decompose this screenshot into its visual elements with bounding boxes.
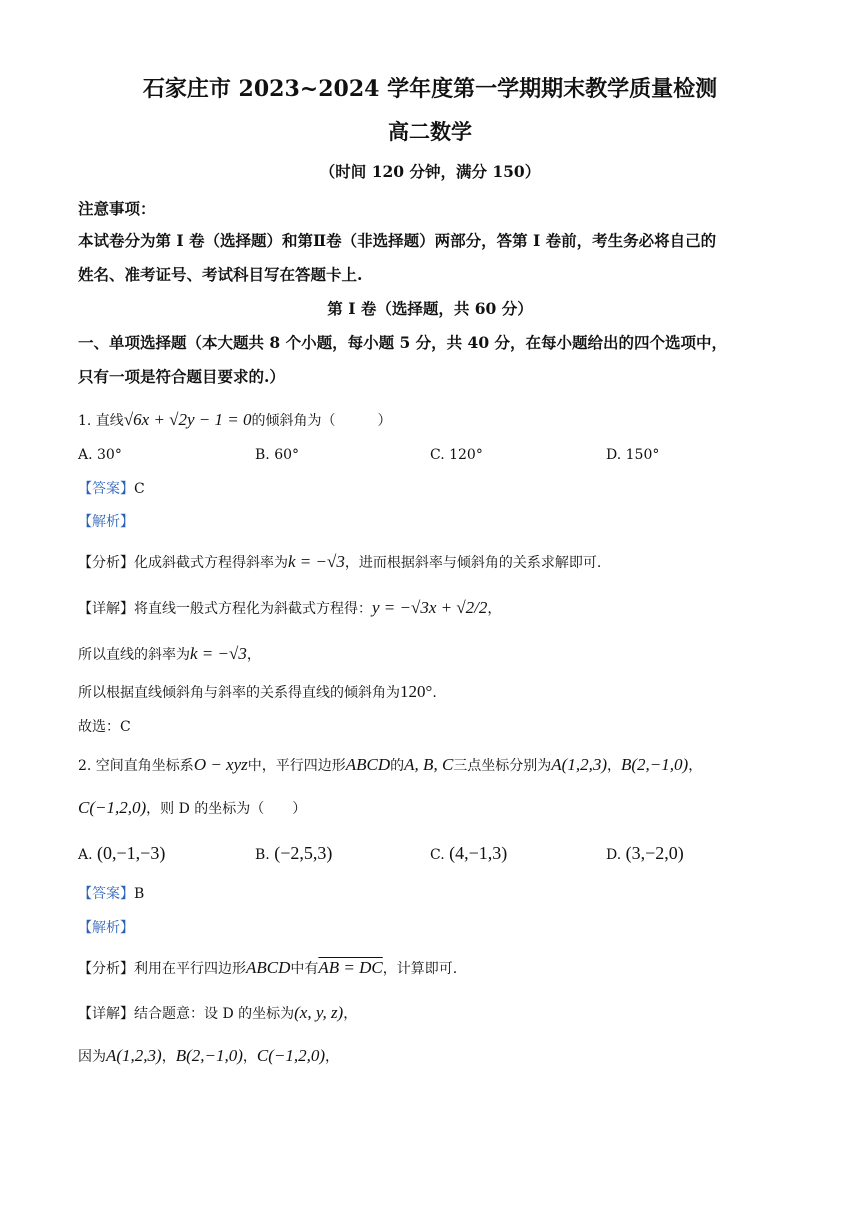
q2-text-question: ，则 D 的坐标为（ ）	[146, 801, 307, 817]
q1-fenxi-text-b: ，进而根据斜率与倾斜角的关系求解即可.	[344, 555, 602, 571]
q2-text-d: 三点坐标分别为	[453, 758, 552, 774]
q1-fenxi-math: k = −√3	[288, 552, 345, 571]
q2-text-e: ，	[607, 758, 621, 774]
answer-tag: 【答案】	[78, 886, 134, 902]
q1-detail	[78, 598, 501, 619]
detail-tag: 【详解】	[78, 601, 134, 617]
q1-prefix: 1. 直线	[78, 413, 124, 429]
section-heading-line-2: 只有一项是符合题目要求的.）	[78, 367, 285, 386]
q1-angle-punct: .	[432, 685, 437, 701]
q2-option-d	[606, 843, 684, 865]
q2-text-a: 2. 空间直角坐标系	[78, 758, 194, 774]
q2-given-text-a: 因为	[78, 1049, 106, 1065]
q1-detail-math: y = −√3x + √2/2	[372, 598, 488, 617]
q2-detail-text-b: ，	[343, 1006, 358, 1022]
q2-answer-value: B	[134, 886, 145, 902]
q2-option-c	[430, 843, 507, 865]
part1-title: 第 I 卷（选择题，共 60 分）	[327, 299, 533, 318]
q2-stem-line-2	[78, 798, 306, 819]
q2-text-f: ，	[688, 758, 703, 774]
section-heading-line-1: 一、单项选择题（本大题共 8 个小题，每小题 5 分，共 40 分，在每小题给出的四个选项中，	[78, 333, 728, 352]
q2-math-point-c: C(−1,2,0)	[78, 798, 147, 817]
notice-line-2: 姓名、准考证号、考试科目写在答题卡上.	[78, 265, 363, 284]
q2-option-b-value: (−2,5,3)	[274, 843, 333, 863]
q2-text-b: 中，平行四边形	[247, 758, 346, 774]
q1-detail-text-a: 将直线一般式方程化为斜截式方程得：	[134, 601, 372, 617]
q2-fenxi	[78, 958, 457, 979]
q2-given-point-b: B(2,−1,0)	[175, 1046, 243, 1065]
q2-option-a-label: A.	[78, 847, 93, 863]
q1-slope-line	[78, 644, 261, 665]
q1-option-b: B. 60°	[255, 447, 300, 463]
q2-option-a-value: (0,−1,−3)	[97, 843, 166, 863]
q2-given-text-c: ，	[242, 1049, 257, 1065]
q1-choice: 故选：C	[78, 719, 131, 735]
exam-title: 石家庄市 2023~2024 学年度第一学期期末教学质量检测	[142, 76, 718, 102]
q2-given-point-c: C(−1,2,0)	[256, 1046, 326, 1065]
fenxi-tag: 【分析】	[78, 961, 134, 977]
q2-math-points: A, B, C	[404, 755, 454, 774]
q2-option-b	[255, 843, 332, 865]
q1-option-c: C. 120°	[430, 447, 483, 463]
q2-given-text-b: ，	[161, 1049, 176, 1065]
q1-angle-text: 所以根据直线倾斜角与斜率的关系得直线的倾斜角为	[78, 685, 400, 701]
q2-stem-line-1	[78, 755, 702, 776]
q2-detail-text-a: 结合题意：设 D 的坐标为	[134, 1006, 295, 1022]
q2-fenxi-math-abcd: ABCD	[246, 958, 291, 977]
q2-math-point-a: A(1,2,3)	[551, 755, 607, 774]
q1-angle-math: 120°	[400, 682, 433, 701]
answer-tag: 【答案】	[78, 481, 134, 497]
q2-option-d-value: (3,−2,0)	[625, 843, 684, 863]
q2-math-coord-system: O − xyz	[193, 755, 248, 774]
q2-detail	[78, 1003, 357, 1024]
q1-slope-math: k = −√3	[190, 644, 247, 663]
q2-text-c: 的	[390, 758, 405, 774]
q1-option-d: D. 150°	[606, 447, 660, 463]
q2-fenxi-math-vectors: AB = DC	[318, 958, 383, 977]
q1-answer	[78, 479, 145, 499]
q1-suffix: 的倾斜角为（ ）	[251, 413, 392, 429]
q1-slope-punct: ，	[246, 647, 261, 663]
time-info: （时间 120 分钟，满分 150）	[319, 162, 541, 181]
q1-fenxi-text-a: 化成斜截式方程得斜率为	[134, 555, 288, 571]
q1-option-a: A. 30°	[78, 447, 122, 463]
q1-stem	[78, 410, 391, 431]
q2-option-c-value: (4,−1,3)	[449, 843, 508, 863]
q1-detail-text-b: ，	[487, 601, 502, 617]
q1-slope-text: 所以直线的斜率为	[78, 647, 190, 663]
notice-heading: 注意事项：	[78, 199, 156, 218]
q2-option-b-label: B.	[255, 847, 270, 863]
q1-answer-value: C	[134, 481, 145, 497]
q2-fenxi-text-c: ，计算即可.	[382, 961, 458, 977]
q2-option-c-label: C.	[430, 847, 445, 863]
q2-analysis-tag: 【解析】	[78, 920, 134, 936]
q2-answer	[78, 884, 144, 904]
q2-option-d-label: D.	[606, 847, 622, 863]
notice-line-1: 本试卷分为第 I 卷（选择题）和第Ⅱ卷（非选择题）两部分，答第 I 卷前，考生务必将自己的	[78, 231, 717, 250]
q2-math-abcd: ABCD	[345, 755, 391, 774]
q2-given-text-d: ，	[325, 1049, 340, 1065]
q2-given-points	[78, 1046, 339, 1067]
q2-option-a	[78, 843, 165, 865]
q2-detail-math: (x, y, z)	[294, 1003, 344, 1022]
q1-angle-line	[78, 682, 437, 703]
fenxi-tag: 【分析】	[78, 555, 134, 571]
q2-fenxi-text-a: 利用在平行四边形	[134, 961, 246, 977]
q1-fenxi	[78, 552, 601, 573]
subject-title: 高二数学	[388, 119, 472, 144]
q1-analysis-tag: 【解析】	[78, 514, 134, 530]
q2-given-point-a: A(1,2,3)	[106, 1046, 162, 1065]
detail-tag: 【详解】	[78, 1006, 134, 1022]
q2-fenxi-text-b: 中有	[290, 961, 319, 977]
q2-math-point-b: B(2,−1,0)	[621, 755, 689, 774]
q1-equation: √6x + √2y − 1 = 0	[123, 410, 252, 429]
